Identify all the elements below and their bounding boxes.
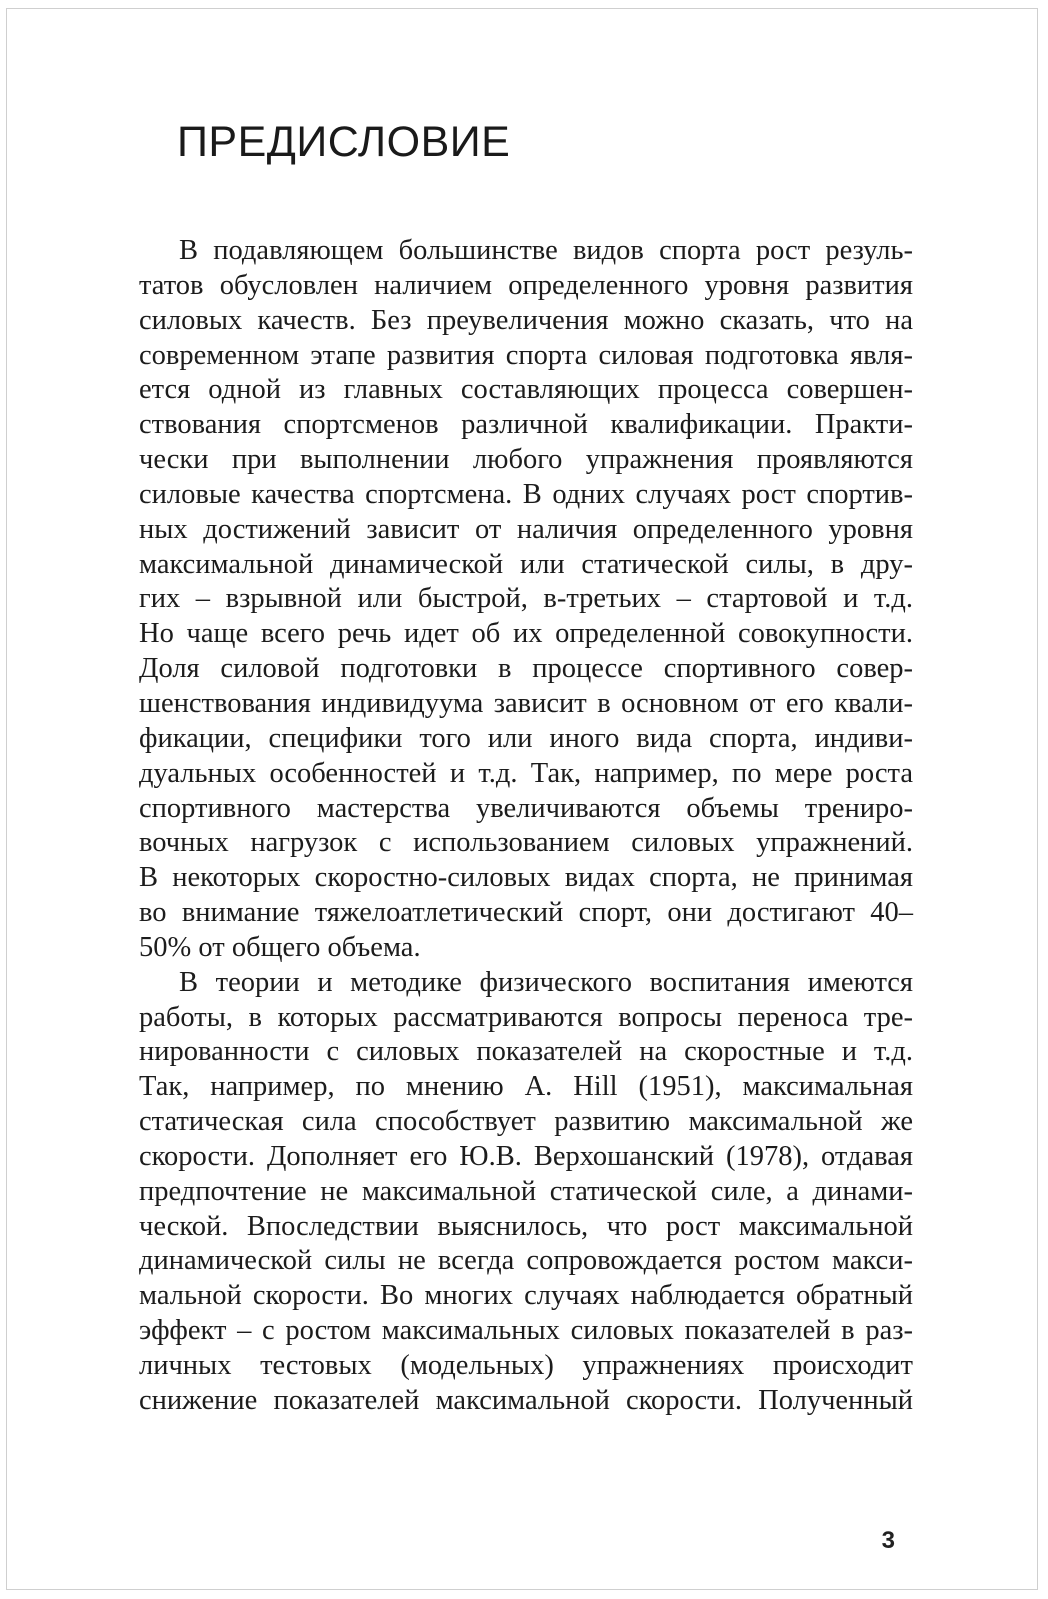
text-line: ческой. Впоследствии выяснилось, что рост максимальной: [139, 1210, 913, 1242]
text-line: гих – взрывной или быстрой, в-третьих – стартовой и т.д.: [139, 583, 913, 615]
text-line: личных тестовых (модельных) упражнениях происходит: [139, 1350, 913, 1381]
text-line: статическая сила способствует развитию максимальной же: [139, 1106, 913, 1138]
text-line: мальной скорости. Во многих случаях наблюдается обратный: [139, 1280, 913, 1312]
text-line: эффект – с ростом максимальных силовых показателей в раз-: [139, 1315, 913, 1347]
text-line: скорости. Дополняет его Ю.В. Верхошанский (1978), отдавая: [139, 1140, 913, 1172]
text-line: максимальной динамической или статической силы, в дру-: [139, 548, 913, 580]
text-line: работы, в которых рассматриваются вопросы переноса тре-: [139, 1001, 913, 1033]
text-line: Но чаще всего речь идет об их определенной совокупности.: [139, 618, 913, 650]
text-line: ных достижений зависит от наличия определенного уровня: [139, 513, 913, 545]
text-line: чески при выполнении любого упражнения проявляются: [139, 444, 913, 476]
text-line: В теории и методике физического воспитания имеются: [179, 966, 913, 998]
text-line: спортивного мастерства увеличиваются объемы трениро-: [139, 792, 913, 824]
text-line: Доля силовой подготовки в процессе спортивного совер-: [139, 653, 913, 685]
paragraph-2: [139, 966, 913, 1419]
page-title: ПРЕДИСЛОВИЕ: [177, 118, 511, 166]
text-line: дуальных особенностей и т.д. Так, например, по мере роста: [139, 757, 913, 789]
text-line: силовые качества спортсмена. В одних случаях рост спортив-: [139, 478, 913, 510]
text-line: динамической силы не всегда сопровождается ростом макси-: [139, 1245, 913, 1277]
text-line: современном этапе развития спорта силовая подготовка явля-: [139, 339, 913, 371]
text-line: фикации, специфики того или иного вида спорта, индиви-: [139, 722, 913, 754]
text-line: предпочтение не максимальной статической силе, а динами-: [139, 1175, 913, 1207]
body-text: [139, 234, 913, 1419]
paragraph-1: [139, 234, 913, 966]
text-line: во внимание тяжелоатлетический спорт, они достигают 40–: [139, 897, 913, 929]
text-line: ется одной из главных составляющих процесса совершен-: [139, 374, 913, 406]
text-line: вочных нагрузок с использованием силовых упражнений.: [139, 827, 913, 859]
page: [6, 8, 1038, 1590]
text-line: шенствования индивидуума зависит в основном от его квали-: [139, 687, 913, 719]
text-line: В некоторых скоростно-силовых видах спорта, не принимая: [139, 862, 913, 894]
text-line: татов обусловлен наличием определенного уровня развития: [139, 269, 913, 301]
text-line: В подавляющем большинстве видов спорта рост резуль-: [179, 235, 913, 266]
text-line: 50% от общего объема.: [139, 931, 421, 963]
text-line: нированности с силовых показателей на скоростные и т.д.: [139, 1036, 913, 1068]
text-line: силовых качеств. Без преувеличения можно сказать, что на: [139, 304, 913, 336]
text-line: снижение показателей максимальной скорости. Полученный: [139, 1384, 913, 1416]
text-line: Так, например, по мнению A. Hill (1951), максимальная: [139, 1071, 913, 1103]
page-number: 3: [881, 1527, 895, 1554]
text-line: ствования спортсменов различной квалификации. Практи-: [139, 409, 913, 441]
